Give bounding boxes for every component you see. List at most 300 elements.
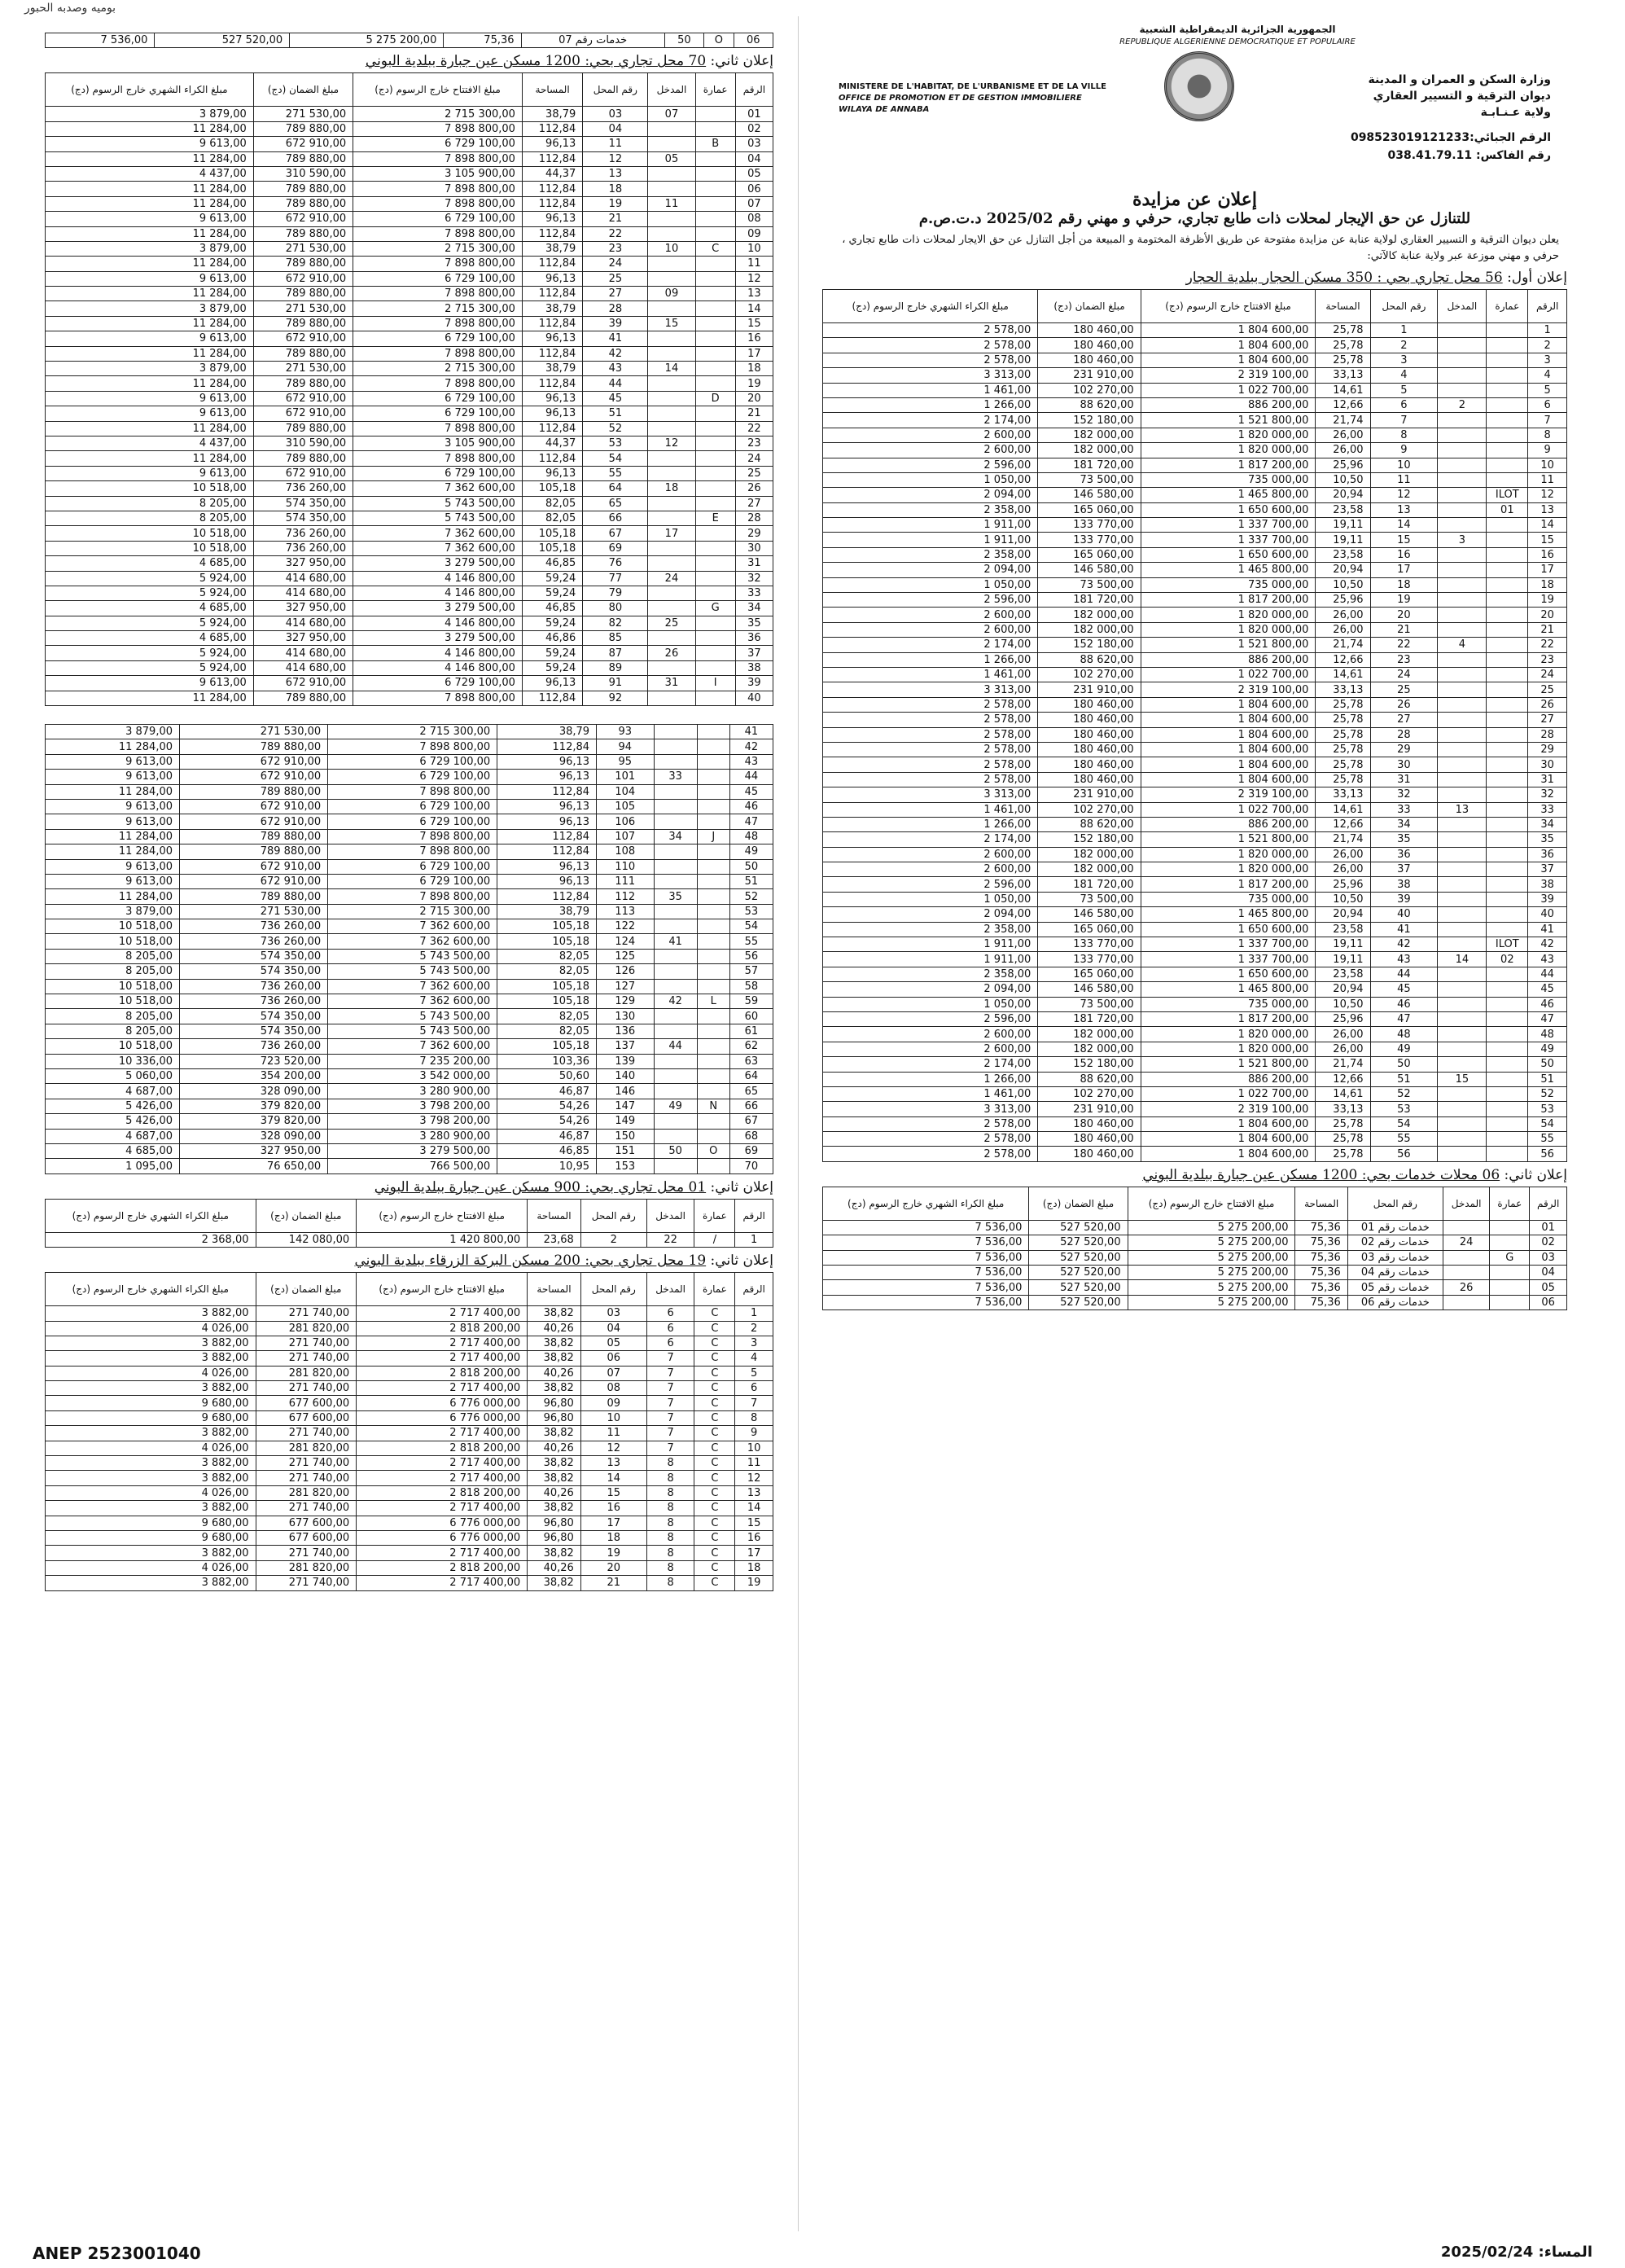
table-cell-num: 33 <box>1528 802 1567 817</box>
table-cell-opening: 7 898 800,00 <box>353 182 523 196</box>
table-cell-area: 40,26 <box>528 1366 581 1380</box>
table-cell-building <box>697 934 729 949</box>
table-cell-opening: 1 820 000,00 <box>1141 622 1316 637</box>
table-cell-rent: 1 266,00 <box>823 652 1038 667</box>
table-cell-building <box>695 362 735 376</box>
table-row <box>823 608 1567 622</box>
table-cell-rent: 9 613,00 <box>46 137 254 151</box>
table-cell-num: 43 <box>729 754 773 769</box>
table-row <box>46 784 773 799</box>
table-cell-building <box>697 889 729 904</box>
table-cell-building: G <box>695 601 735 616</box>
table-cell-area: 96,13 <box>497 799 597 814</box>
table-cell-area: 33,13 <box>1316 682 1370 697</box>
table-cell-area: 19,11 <box>1316 533 1370 547</box>
table-cell-local: 22 <box>1370 638 1438 652</box>
section-prefix: إعلان ثاني: <box>710 1178 773 1195</box>
column-header-opening: مبلغ الافتتاح خارج الرسوم (دج) <box>357 1199 528 1232</box>
table-cell-opening: 2 717 400,00 <box>357 1546 528 1560</box>
table-cell-num: 10 <box>735 1441 773 1455</box>
table-cell-num: 16 <box>735 1530 773 1545</box>
table-cell-local: 91 <box>583 676 648 691</box>
table-cell-area: 96,13 <box>497 859 597 874</box>
table-cell-building: J <box>697 829 729 844</box>
table-row <box>823 1266 1567 1280</box>
table-cell-rent: 10 518,00 <box>46 979 180 994</box>
table-cell-entrance: 35 <box>654 889 697 904</box>
table-cell-rent: 4 026,00 <box>46 1560 256 1575</box>
table-cell-opening: 5 275 200,00 <box>290 33 444 48</box>
table-cell-guarantee: 182 000,00 <box>1038 622 1141 637</box>
table-cell-building: 01 <box>1487 502 1528 517</box>
table-row <box>46 1576 773 1590</box>
table-cell-guarantee: 73 500,00 <box>1038 997 1141 1011</box>
table-cell-num: 49 <box>729 844 773 859</box>
table-cell-local: 3 <box>1370 353 1438 367</box>
column-header-num: الرقم <box>1528 290 1567 323</box>
table-cell-area: 96,13 <box>522 676 582 691</box>
table-cell-area: 38,79 <box>497 904 597 919</box>
table-cell-rent: 8 205,00 <box>46 949 180 963</box>
ministry-ar-line: ديوان الترقية و التسيير العقاري <box>1373 90 1551 103</box>
table-cell-building <box>697 739 729 754</box>
table-cell-local: خدمات رقم 04 <box>1347 1266 1443 1280</box>
table-cell-entrance <box>648 466 695 480</box>
table-cell-local: 56 <box>1370 1147 1438 1161</box>
table-cell-area: 112,84 <box>497 889 597 904</box>
table-cell-building: C <box>694 1336 735 1350</box>
table-cell-area: 38,82 <box>528 1546 581 1560</box>
table-cell-opening: 7 362 600,00 <box>353 541 523 555</box>
table-cell-guarantee: 677 600,00 <box>256 1516 357 1530</box>
table-cell-opening: 2 715 300,00 <box>353 301 523 316</box>
table-cell-opening: 6 729 100,00 <box>353 331 523 346</box>
table-cell-guarantee: 310 590,00 <box>253 166 353 181</box>
table-cell-guarantee: 231 910,00 <box>1038 787 1141 802</box>
table-row <box>46 616 773 630</box>
table-row <box>823 713 1567 727</box>
table-cell-guarantee: 281 820,00 <box>256 1366 357 1380</box>
table-cell-local: 53 <box>1370 1102 1438 1116</box>
table-cell-entrance <box>654 979 697 994</box>
table-cell-entrance: 14 <box>1438 952 1487 967</box>
table-cell-area: 38,82 <box>528 1426 581 1441</box>
table-cell-area: 23,68 <box>528 1232 581 1247</box>
republic-heading <box>1067 23 1408 49</box>
table-cell-local: 18 <box>1370 577 1438 592</box>
table-cell-entrance <box>1438 1147 1487 1161</box>
table-cell-rent: 1 050,00 <box>823 997 1038 1011</box>
table-cell-num: 40 <box>1528 907 1567 922</box>
table-row <box>46 725 773 739</box>
table-cell-rent: 10 518,00 <box>46 481 254 496</box>
table-cell-guarantee: 327 950,00 <box>253 631 353 646</box>
table-cell-rent: 5 060,00 <box>46 1069 180 1084</box>
table-cell-local: 17 <box>1370 563 1438 577</box>
table-cell-entrance: 11 <box>648 196 695 211</box>
table-cell-area: 82,05 <box>522 511 582 525</box>
table-cell-local: 25 <box>583 271 648 286</box>
table-cell-guarantee: 180 460,00 <box>1038 757 1141 772</box>
table-cell-num: 11 <box>735 257 773 271</box>
table-cell-num: 1 <box>735 1232 773 1247</box>
table-cell-guarantee: 152 180,00 <box>1038 638 1141 652</box>
table-cell-building <box>1487 1011 1528 1026</box>
table-row <box>46 33 773 48</box>
table-cell-entrance <box>648 301 695 316</box>
table-header-row <box>823 1187 1567 1220</box>
table-cell-building <box>1487 547 1528 562</box>
table-cell-opening: 2 717 400,00 <box>357 1501 528 1516</box>
table-cell-entrance <box>654 964 697 979</box>
table-cell-building <box>1487 922 1528 937</box>
table-row <box>823 397 1567 412</box>
table-cell-rent: 1 050,00 <box>823 577 1038 592</box>
table-cell-num: 24 <box>1528 667 1567 682</box>
table-cell-num: 38 <box>735 660 773 675</box>
table-cell-opening: 1 820 000,00 <box>1141 443 1316 458</box>
table-row <box>46 754 773 769</box>
table-row <box>823 1235 1567 1250</box>
table-cell-num: 19 <box>735 376 773 391</box>
table-cell-building: N <box>697 1099 729 1113</box>
table-cell-entrance <box>1438 682 1487 697</box>
table-cell-opening: 7 898 800,00 <box>328 784 497 799</box>
table-cell-opening: 1 022 700,00 <box>1141 383 1316 397</box>
table-cell-guarantee: 182 000,00 <box>1038 1042 1141 1056</box>
table-cell-area: 40,26 <box>528 1441 581 1455</box>
table-cell-building <box>1487 697 1528 712</box>
table-cell-local: 39 <box>1370 892 1438 906</box>
table-cell-local: 27 <box>583 287 648 301</box>
table-row <box>823 802 1567 817</box>
table-cell-opening: 2 715 300,00 <box>353 362 523 376</box>
table-cell-guarantee: 133 770,00 <box>1038 533 1141 547</box>
table-cell-opening: 2 818 200,00 <box>357 1441 528 1455</box>
table-cell-local: 18 <box>580 1530 646 1545</box>
table-cell-guarantee: 677 600,00 <box>256 1396 357 1410</box>
table-cell-rent: 11 284,00 <box>46 287 254 301</box>
table-cell-local: 130 <box>597 1009 654 1024</box>
table-cell-num: 1 <box>1528 323 1567 338</box>
table-row <box>46 1084 773 1099</box>
table-cell-rent: 5 924,00 <box>46 660 254 675</box>
table-row <box>823 772 1567 787</box>
table-cell-local: 17 <box>580 1516 646 1530</box>
table-row <box>46 391 773 406</box>
table-cell-rent: 8 205,00 <box>46 1009 180 1024</box>
table-cell-opening: 2 319 100,00 <box>1141 368 1316 383</box>
table-cell-rent: 2 578,00 <box>823 772 1038 787</box>
table-cell-entrance <box>1443 1220 1490 1235</box>
table-cell-area: 25,78 <box>1316 353 1370 367</box>
table-cell-building <box>695 301 735 316</box>
table-cell-guarantee: 165 060,00 <box>1038 967 1141 981</box>
table-cell-local: 38 <box>1370 877 1438 892</box>
table-cell-building: C <box>694 1485 735 1500</box>
table-cell-num: 32 <box>1528 787 1567 802</box>
table-cell-guarantee: 789 880,00 <box>253 421 353 436</box>
table-cell-area: 25,78 <box>1316 1116 1370 1131</box>
table-cell-area: 38,82 <box>528 1576 581 1590</box>
table-row <box>46 196 773 211</box>
table-cell-rent: 11 284,00 <box>46 739 180 754</box>
table-row <box>46 331 773 346</box>
table-cell-area: 112,84 <box>522 257 582 271</box>
table-cell-building: C <box>694 1516 735 1530</box>
table-cell-area: 96,80 <box>528 1396 581 1410</box>
table-cell-guarantee: 181 720,00 <box>1038 593 1141 608</box>
table-cell-opening: 7 898 800,00 <box>353 316 523 331</box>
table-cell-guarantee: 672 910,00 <box>253 406 353 421</box>
table-cell-entrance <box>654 1129 697 1143</box>
table-cell-local: 93 <box>597 725 654 739</box>
table-row <box>46 1099 773 1113</box>
column-header-area: المساحة <box>1316 290 1370 323</box>
table-cell-rent: 11 284,00 <box>46 829 180 844</box>
table-cell-guarantee: 736 260,00 <box>180 994 328 1009</box>
table-cell-guarantee: 165 060,00 <box>1038 502 1141 517</box>
table-cell-rent: 2 578,00 <box>823 323 1038 338</box>
table-cell-local: 10 <box>580 1410 646 1425</box>
table-cell-guarantee: 182 000,00 <box>1038 847 1141 862</box>
table-cell-opening: 2 717 400,00 <box>357 1471 528 1485</box>
table-cell-local: 10 <box>1370 458 1438 472</box>
table-cell-num: 20 <box>735 391 773 406</box>
table-cell-num: 53 <box>1528 1102 1567 1116</box>
table-cell-guarantee: 271 740,00 <box>256 1546 357 1560</box>
table-cell-opening: 7 898 800,00 <box>353 287 523 301</box>
table-cell-building <box>695 556 735 571</box>
table-cell-opening: 6 729 100,00 <box>353 212 523 226</box>
table-cell-entrance <box>654 859 697 874</box>
table-cell-guarantee: 146 580,00 <box>1038 488 1141 502</box>
table-cell-rent: 10 336,00 <box>46 1054 180 1068</box>
table-cell-guarantee: 527 520,00 <box>1029 1280 1128 1295</box>
table-cell-building: C <box>694 1366 735 1380</box>
table-cell-area: 54,26 <box>497 1114 597 1129</box>
table-cell-building <box>695 406 735 421</box>
table-cell-local: 106 <box>597 814 654 829</box>
table-cell-rent: 3 313,00 <box>823 1102 1038 1116</box>
table-cell-entrance: 44 <box>654 1039 697 1054</box>
table-row <box>46 526 773 541</box>
table-cell-area: 75,36 <box>1295 1235 1347 1250</box>
table-cell-guarantee: 271 740,00 <box>256 1426 357 1441</box>
table-cell-area: 105,18 <box>497 919 597 934</box>
table-cell-local: 11 <box>583 137 648 151</box>
column-header-entrance: المدخل <box>648 73 695 107</box>
table-cell-num: 10 <box>735 241 773 256</box>
office-logo <box>1164 51 1234 121</box>
table-cell-building <box>697 1039 729 1054</box>
table-row <box>46 1530 773 1545</box>
table-cell-local: 2 <box>1370 338 1438 353</box>
table-cell-entrance: 33 <box>654 770 697 784</box>
table-row <box>823 937 1567 952</box>
table-cell-building <box>695 107 735 121</box>
table-cell-num: 22 <box>735 421 773 436</box>
table-cell-building <box>1487 757 1528 772</box>
table-row <box>46 1232 773 1247</box>
table-cell-area: 14,61 <box>1316 667 1370 682</box>
table-cell-guarantee: 327 950,00 <box>253 556 353 571</box>
table-cell-rent: 9 613,00 <box>46 271 254 286</box>
table-cell-building <box>695 346 735 361</box>
table-cell-building <box>1487 1147 1528 1161</box>
publication-date: المساء: 2025/02/24 <box>1440 2244 1592 2261</box>
table-row <box>46 889 773 904</box>
table-cell-area: 112,84 <box>497 739 597 754</box>
table-cell-guarantee: 672 910,00 <box>253 331 353 346</box>
table-cell-local: 44 <box>1370 967 1438 981</box>
table-cell-area: 96,13 <box>522 212 582 226</box>
table-cell-area: 105,18 <box>522 526 582 541</box>
table-cell-local: 89 <box>583 660 648 675</box>
table-cell-local: 69 <box>583 541 648 555</box>
table-cell-local: 39 <box>583 316 648 331</box>
table-header-row <box>46 73 773 107</box>
table-cell-guarantee: 672 910,00 <box>180 874 328 888</box>
table-cell-num: 2 <box>1528 338 1567 353</box>
table-cell-guarantee: 180 460,00 <box>1038 697 1141 712</box>
table-row <box>46 919 773 934</box>
table-cell-guarantee: 271 740,00 <box>256 1381 357 1396</box>
table-cell-opening: 2 715 300,00 <box>328 725 497 739</box>
table-cell-building: O <box>697 1143 729 1158</box>
table-cell-rent: 2 578,00 <box>823 727 1038 742</box>
table-cell-opening: 1 820 000,00 <box>1141 1042 1316 1056</box>
table-cell-entrance <box>1438 922 1487 937</box>
table-cell-opening: 2 717 400,00 <box>357 1306 528 1321</box>
table-cell-opening: 3 279 500,00 <box>353 631 523 646</box>
table-cell-guarantee: 672 910,00 <box>180 770 328 784</box>
table-row <box>823 1116 1567 1131</box>
table-cell-num: 14 <box>735 1501 773 1516</box>
table-cell-building <box>695 226 735 241</box>
tax-id: الرقم الجبائي:098523019121233 <box>1350 131 1551 144</box>
table-cell-num: 20 <box>1528 608 1567 622</box>
table-cell-area: 44,37 <box>522 436 582 450</box>
table-cell-entrance: 10 <box>648 241 695 256</box>
table-row <box>823 1086 1567 1101</box>
table-cell-num: 01 <box>1530 1220 1567 1235</box>
table-cell-rent: 10 518,00 <box>46 1039 180 1054</box>
table-cell-guarantee: 142 080,00 <box>256 1232 357 1247</box>
table-cell-rent: 2 596,00 <box>823 877 1038 892</box>
table-cell-building <box>695 421 735 436</box>
table-cell-entrance <box>648 631 695 646</box>
table-cell-entrance <box>1438 832 1487 847</box>
table-cell-entrance: 7 <box>646 1381 694 1396</box>
table-cell-entrance: 8 <box>646 1501 694 1516</box>
table-row <box>46 1039 773 1054</box>
table-cell-local: 104 <box>597 784 654 799</box>
column-header-guarantee: مبلغ الضمان (دج) <box>253 73 353 107</box>
table-row <box>46 121 773 136</box>
table-cell-building <box>695 166 735 181</box>
table-cell-opening: 3 105 900,00 <box>353 436 523 450</box>
table-cell-local: 21 <box>1370 622 1438 637</box>
table-cell-building <box>1487 907 1528 922</box>
table-cell-area: 112,84 <box>522 196 582 211</box>
table-cell-building <box>1487 368 1528 383</box>
table-cell-guarantee: 672 910,00 <box>253 391 353 406</box>
table-cell-area: 14,61 <box>1316 802 1370 817</box>
table-cell-num: 40 <box>735 691 773 705</box>
table-cell-guarantee: 165 060,00 <box>1038 547 1141 562</box>
table-cell-entrance <box>1438 443 1487 458</box>
table-cell-num: 38 <box>1528 877 1567 892</box>
table-cell-opening: 3 542 000,00 <box>328 1069 497 1084</box>
table-cell-local: 04 <box>580 1321 646 1336</box>
table-cell-entrance <box>1438 518 1487 533</box>
table-cell-guarantee: 574 350,00 <box>253 511 353 525</box>
table-cell-building <box>1487 593 1528 608</box>
column-header-building: عمارة <box>694 1199 735 1232</box>
table-cell-entrance <box>1438 368 1487 383</box>
table-cell-rent: 10 518,00 <box>46 994 180 1009</box>
table-cell-entrance <box>1443 1250 1490 1265</box>
section-name: 19 محل تجاري بحي: 200 مسكن البركة الزرقاء ببلدية البوني <box>354 1252 707 1270</box>
table-sec4 <box>45 1199 773 1248</box>
table-cell-area: 50,60 <box>497 1069 597 1084</box>
table-cell-opening: 6 729 100,00 <box>328 859 497 874</box>
table-cell-rent: 8 205,00 <box>46 964 180 979</box>
table-cell-opening: 1 465 800,00 <box>1141 982 1316 997</box>
table-cell-entrance <box>1438 413 1487 428</box>
table-cell-rent: 7 536,00 <box>46 33 155 48</box>
table-cell-opening: 6 729 100,00 <box>353 406 523 421</box>
table-row <box>823 892 1567 906</box>
table-cell-local: 94 <box>597 739 654 754</box>
table-cell-num: 39 <box>1528 892 1567 906</box>
column-header-area: المساحة <box>528 1199 581 1232</box>
table-cell-num: 31 <box>735 556 773 571</box>
table-cell-entrance: 6 <box>646 1321 694 1336</box>
table-cell-entrance: 22 <box>646 1232 694 1247</box>
table-cell-entrance <box>1438 727 1487 742</box>
table-cell-opening: 4 146 800,00 <box>353 660 523 675</box>
table-cell-building <box>695 691 735 705</box>
table-cell-entrance <box>1438 667 1487 682</box>
table-cell-building <box>697 784 729 799</box>
table-cell-local: 52 <box>583 421 648 436</box>
table-cell-num: 12 <box>735 271 773 286</box>
column-header-opening: مبلغ الافتتاح خارج الرسوم (دج) <box>357 1273 528 1306</box>
table-cell-area: 26,00 <box>1316 622 1370 637</box>
table-cell-opening: 2 319 100,00 <box>1141 1102 1316 1116</box>
table-cell-area: 12,66 <box>1316 1072 1370 1086</box>
table-cell-opening: 735 000,00 <box>1141 577 1316 592</box>
table-cell-entrance: 24 <box>648 571 695 586</box>
table-cell-entrance <box>648 541 695 555</box>
column-divider <box>798 16 799 2231</box>
table-cell-building <box>1487 832 1528 847</box>
table-row <box>46 1381 773 1396</box>
table-cell-opening: 7 898 800,00 <box>353 151 523 166</box>
table-cell-num: 29 <box>1528 742 1567 757</box>
table-cell-local: 43 <box>583 362 648 376</box>
table-cell-opening: 1 022 700,00 <box>1141 1086 1316 1101</box>
table-cell-num: 19 <box>735 1576 773 1590</box>
table-cell-area: 21,74 <box>1316 832 1370 847</box>
table-cell-guarantee: 271 740,00 <box>256 1456 357 1471</box>
table-cell-guarantee: 414 680,00 <box>253 616 353 630</box>
table-cell-area: 38,82 <box>528 1471 581 1485</box>
table-cell-local: 42 <box>1370 937 1438 952</box>
table-cell-area: 25,78 <box>1316 742 1370 757</box>
